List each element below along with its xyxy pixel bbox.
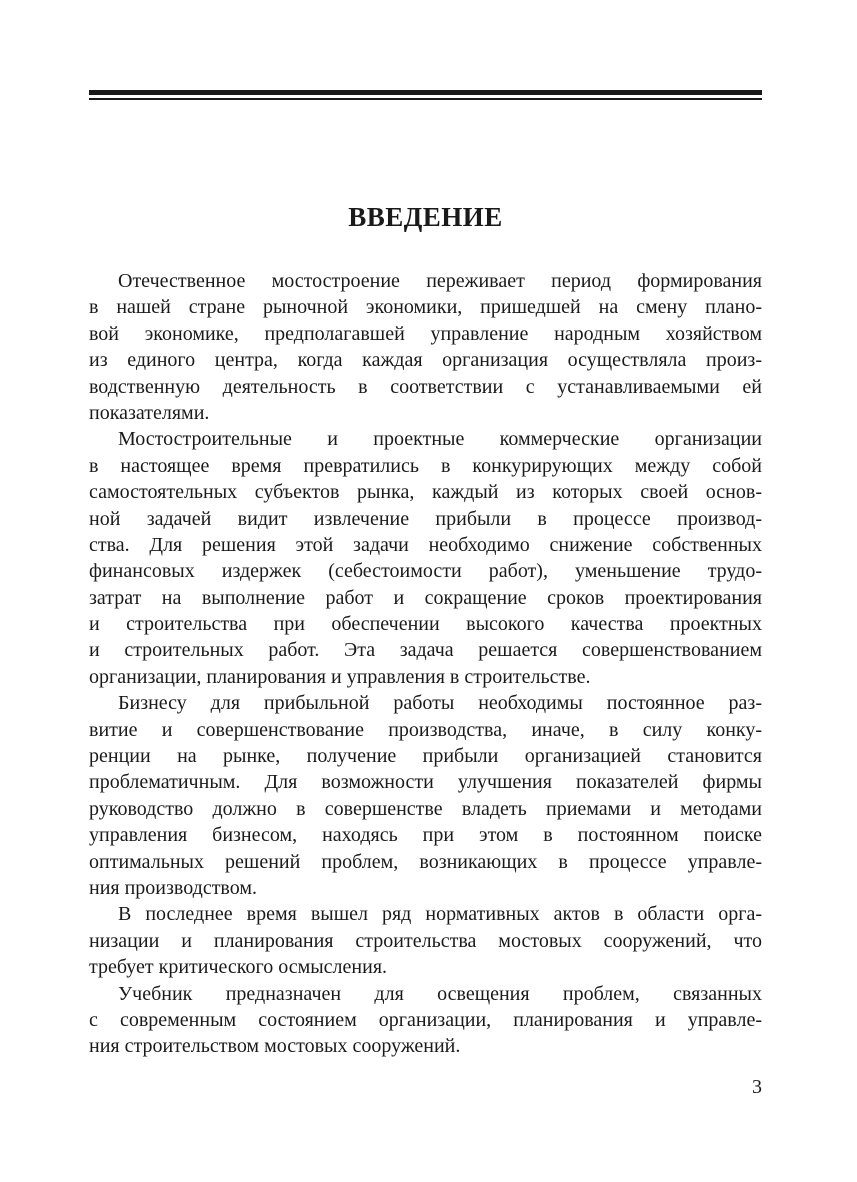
text-line: ства. Для решения этой задачи необходимо снижение собственных bbox=[89, 533, 762, 556]
text-line: ренции на рынке, получение прибыли организацией становится bbox=[89, 745, 762, 768]
text-line: из единого центра, когда каждая организация осуществляла произ- bbox=[89, 349, 762, 372]
text-line: Отечественное мостостроение переживает период формирования bbox=[118, 270, 762, 292]
text-line: Бизнесу для прибыльной работы необходимы постоянное раз- bbox=[118, 692, 762, 715]
text-line: проблематичным. Для возможности улучшения показателей фирмы bbox=[89, 771, 762, 794]
text-line: и строительства при обеспечении высокого качества проектных bbox=[89, 613, 762, 636]
header-rule-thick bbox=[89, 90, 762, 95]
text-line: в настоящее время превратились в конкурирующих между собой bbox=[89, 454, 762, 477]
text-line: В последнее время вышел ряд нормативных актов в области орга- bbox=[118, 903, 762, 926]
text-line: финансовых издержек (себестоимости работ), уменьшение трудо- bbox=[89, 560, 762, 583]
text-line: ния строительством мостовых сооружений. bbox=[89, 1035, 461, 1058]
text-line: витие и совершенствование производства, иначе, в силу конку- bbox=[89, 718, 762, 741]
paragraph bbox=[89, 426, 762, 690]
page-title: ВВЕДЕНИЕ bbox=[348, 202, 503, 232]
text-line: требует критического осмысления. bbox=[89, 956, 388, 979]
text-line: ной задачей видит извлечение прибыли в процессе производ- bbox=[89, 507, 762, 530]
text-line: управления бизнесом, находясь при этом в постоянном поиске bbox=[89, 824, 762, 847]
text-line: с современным состоянием организации, планирования и управле- bbox=[89, 1008, 762, 1031]
page-number: 3 bbox=[752, 1076, 762, 1098]
text-line: ния производством. bbox=[89, 876, 258, 899]
text-line: вой экономике, предполагавшей управление народным хозяйством bbox=[89, 322, 762, 345]
text-line: в нашей стране рыночной экономики, пришедшей на смену плано- bbox=[89, 296, 762, 319]
text-line: оптимальных решений проблем, возникающих в процессе управле- bbox=[89, 850, 762, 873]
text-line: затрат на выполнение работ и сокращение сроков проектирования bbox=[89, 586, 762, 609]
paragraph bbox=[89, 268, 762, 426]
paragraph bbox=[89, 690, 762, 901]
text-line: низации и планирования строительства мостовых сооружений, что bbox=[89, 929, 762, 952]
header-rule-thin bbox=[89, 98, 762, 100]
paragraph bbox=[89, 981, 762, 1060]
body-text bbox=[89, 268, 762, 1060]
text-line: показателями. bbox=[89, 401, 210, 424]
text-line: самостоятельных субъектов рынка, каждый из которых своей основ- bbox=[89, 481, 762, 504]
text-line: организации, планирования и управления в строительстве. bbox=[89, 665, 591, 688]
text-line: руководство должно в совершенстве владеть приемами и методами bbox=[89, 797, 762, 820]
text-line: Мостостроительные и проектные коммерческие организации bbox=[118, 428, 762, 451]
text-line: Учебник предназначен для освещения проблем, связанных bbox=[118, 982, 762, 1005]
text-line: водственную деятельность в соответствии с устанавливаемыми ей bbox=[89, 375, 762, 398]
text-line: и строительных работ. Эта задача решается совершенствованием bbox=[89, 639, 762, 662]
paragraph bbox=[89, 901, 762, 980]
